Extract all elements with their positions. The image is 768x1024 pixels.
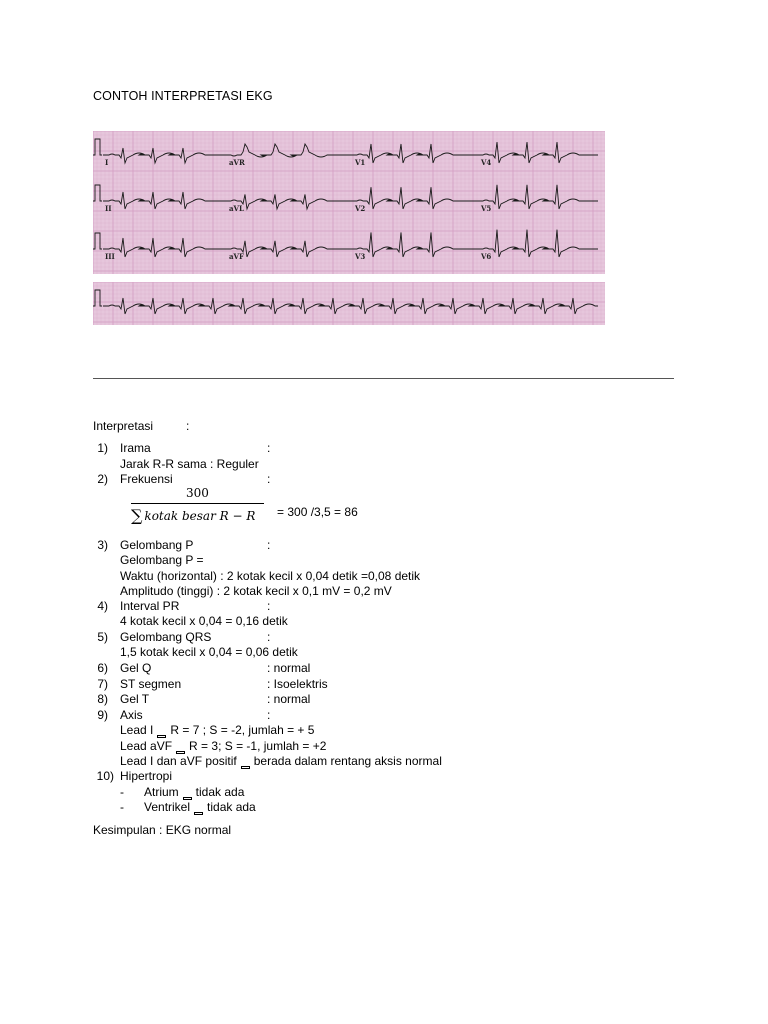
axis-line	[120, 723, 314, 738]
item-number: 9)	[97, 708, 108, 722]
item-label-gel-q: Gel Q	[120, 661, 152, 675]
axis-value: R = 3; S = -1, jumlah = +2	[189, 739, 327, 753]
ekg-12-lead-image	[93, 131, 605, 274]
axis-lead: Lead I	[120, 723, 154, 737]
item-label-gelombang-qrs: Gelombang QRS	[120, 630, 212, 644]
hipertropi-value: tidak ada	[195, 785, 245, 799]
formula-fraction-bar	[131, 503, 264, 504]
divider-line	[93, 378, 674, 379]
ekg-top-strip	[93, 131, 605, 274]
implies-arrow-icon	[194, 812, 203, 815]
item-colon: :	[267, 472, 271, 486]
ekg-rhythm-strip	[93, 282, 605, 325]
item-detail: 4 kotak kecil x 0,04 = 0,16 detik	[120, 614, 288, 628]
item-value: : Isoelektris	[267, 677, 328, 691]
item-colon: :	[267, 538, 271, 552]
axis-line	[120, 754, 442, 769]
item-number: 7)	[97, 677, 108, 691]
item-label-frekuensi: Frekuensi	[120, 472, 173, 486]
lead-label: V3	[355, 252, 366, 261]
item-label-interval-pr: Interval PR	[120, 599, 180, 613]
axis-lead: Lead aVF	[120, 739, 173, 753]
item-number: 3)	[97, 538, 108, 552]
item-colon: :	[267, 599, 271, 613]
item-label-gelombang-p: Gelombang P	[120, 538, 194, 552]
item-number: 10)	[96, 769, 114, 783]
item-label-axis: Axis	[120, 708, 143, 722]
item-detail: Gelombang P =	[120, 553, 204, 567]
item-label-st-segmen: ST segmen	[120, 677, 182, 691]
formula-denominator	[131, 505, 255, 524]
lead-label: II	[105, 204, 112, 213]
axis-value: berada dalam rentang aksis normal	[253, 754, 442, 768]
item-label-gel-t: Gel T	[120, 692, 150, 706]
lead-label: V2	[355, 204, 366, 213]
ekg-rhythm-strip-image	[93, 282, 605, 325]
kesimpulan: Kesimpulan : EKG normal	[93, 823, 232, 837]
item-colon: :	[267, 708, 271, 722]
bullet-dash: -	[120, 785, 124, 799]
lead-label: aVL	[229, 204, 244, 213]
hipertropi-item: Ventrikel	[144, 800, 191, 814]
item-label-irama: Irama	[120, 441, 151, 455]
lead-label: V6	[481, 252, 492, 261]
lead-label: V5	[481, 204, 492, 213]
lead-label: III	[105, 252, 115, 261]
formula-numerator: 300	[186, 486, 209, 500]
formula-result: = 300 /3,5 = 86	[277, 505, 358, 519]
sigma-symbol: ∑	[131, 506, 143, 525]
item-colon: :	[267, 441, 271, 455]
hipertropi-item: Atrium	[144, 785, 179, 799]
formula-denominator-text: kotak besar R − R	[144, 509, 256, 523]
interpretasi-colon: :	[186, 419, 190, 433]
implies-arrow-icon	[241, 766, 250, 769]
hipertropi-line	[144, 785, 244, 800]
axis-line	[120, 739, 326, 754]
item-number: 6)	[97, 661, 108, 675]
item-label-hipertropi: Hipertropi	[120, 769, 173, 783]
item-detail: Amplitudo (tinggi) : 2 kotak kecil x 0,1 mV = 0,2 mV	[120, 584, 392, 598]
item-colon: :	[267, 630, 271, 644]
lead-label: aVR	[229, 158, 245, 167]
axis-value: R = 7 ; S = -2, jumlah = + 5	[170, 723, 315, 737]
lead-label: I	[105, 158, 109, 167]
item-number: 1)	[97, 441, 108, 455]
item-number: 8)	[97, 692, 108, 706]
implies-arrow-icon	[157, 735, 166, 738]
interpretasi-label: Interpretasi	[93, 419, 154, 433]
item-number: 2)	[97, 472, 108, 486]
page-title: CONTOH INTERPRETASI EKG	[93, 89, 273, 103]
item-number: 5)	[97, 630, 108, 644]
lead-label: aVF	[229, 252, 244, 261]
bullet-dash: -	[120, 800, 124, 814]
item-value: : normal	[267, 692, 311, 706]
item-detail: Waktu (horizontal) : 2 kotak kecil x 0,04 detik =0,08 detik	[120, 569, 421, 583]
item-number: 4)	[97, 599, 108, 613]
lead-label: V4	[481, 158, 492, 167]
item-detail: Jarak R-R sama : Reguler	[120, 457, 259, 471]
axis-lead: Lead I dan aVF positif	[120, 754, 237, 768]
item-detail: 1,5 kotak kecil x 0,04 = 0,06 detik	[120, 645, 298, 659]
hipertropi-value: tidak ada	[207, 800, 256, 814]
hipertropi-line	[144, 800, 256, 815]
item-value: : normal	[267, 661, 311, 675]
lead-label: V1	[355, 158, 366, 167]
